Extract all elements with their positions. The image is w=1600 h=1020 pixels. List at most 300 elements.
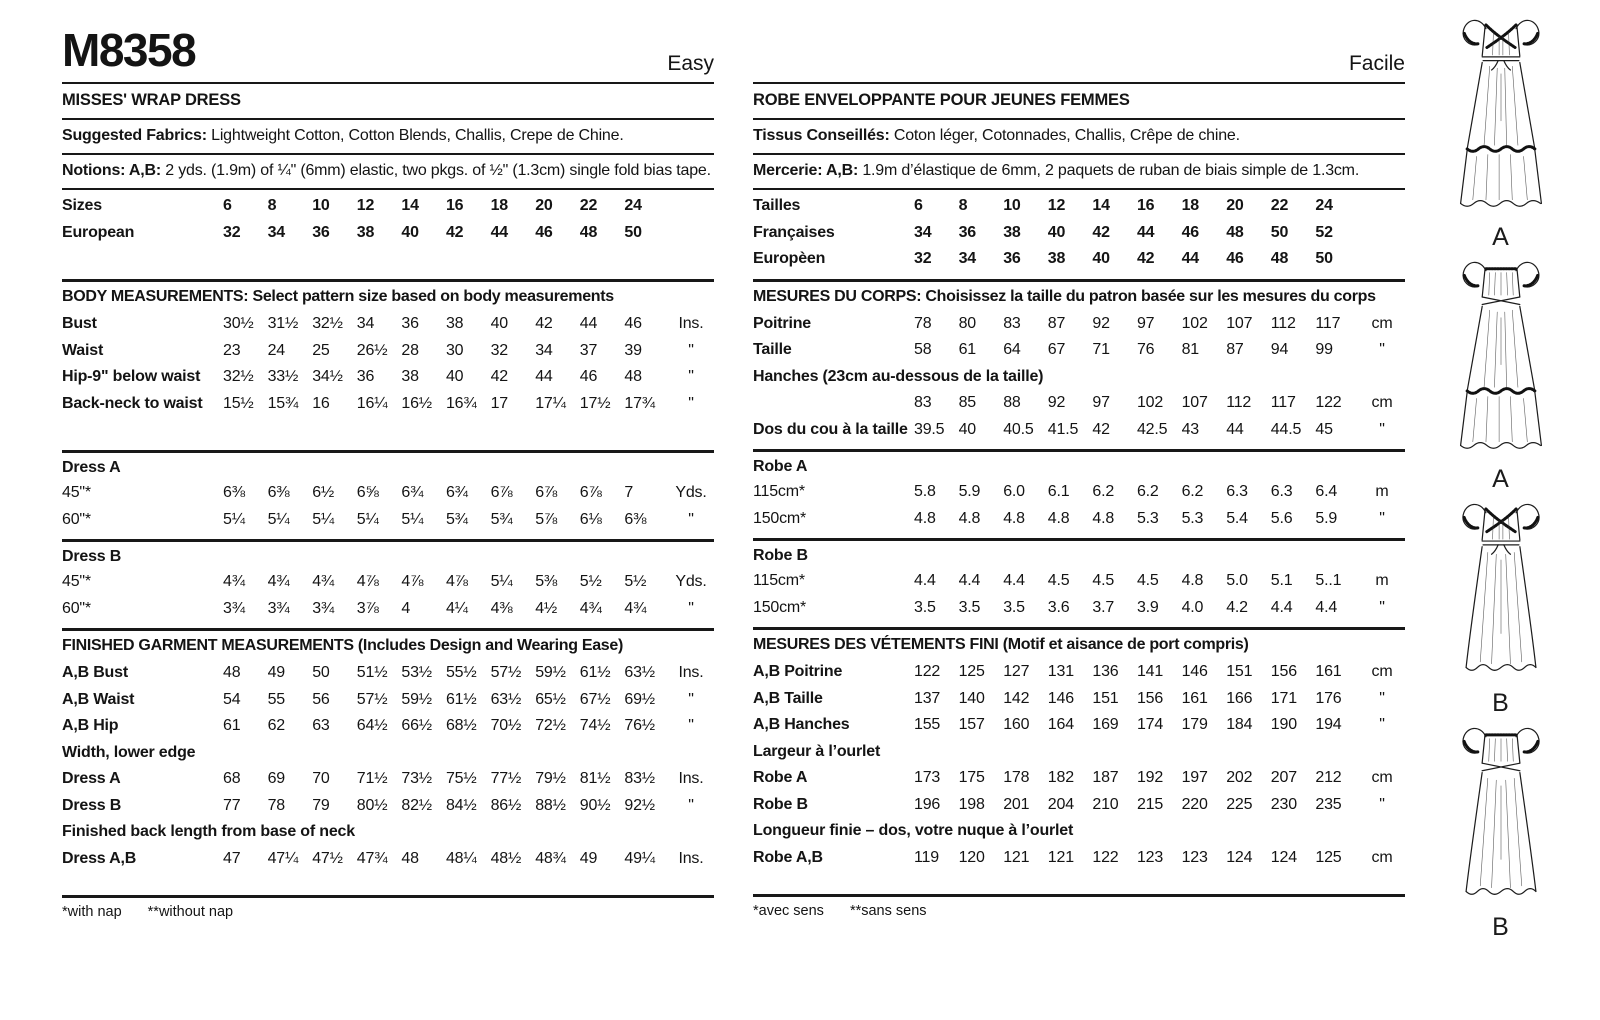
cell-value: 47 — [223, 849, 241, 867]
row-label: 115cm* — [753, 483, 805, 500]
cell-value: 12 — [356, 197, 375, 214]
table-row — [753, 479, 1405, 506]
cell-value: 142 — [1003, 689, 1030, 707]
cell-value: 6.2 — [1092, 483, 1115, 500]
robe-a-metrage-table — [753, 476, 1405, 536]
cell-value: 39 — [624, 341, 642, 359]
unit-label: Ins. — [678, 770, 704, 787]
cell-value: 4.5 — [1136, 572, 1159, 589]
row-label: Robe A — [753, 769, 808, 786]
cell-value: 97 — [1092, 394, 1110, 411]
cell-value: 73½ — [401, 770, 432, 787]
tissus-label: Tissus Conseillés: — [753, 127, 894, 144]
cell-value: 71 — [1092, 341, 1110, 358]
cell-value: 63½ — [490, 690, 522, 708]
cell-value: 4 — [401, 599, 411, 617]
unit-label — [668, 193, 714, 220]
cell-value: 3¾ — [312, 599, 335, 617]
cell-value: 69 — [267, 770, 285, 787]
cell-value: 4.4 — [1003, 572, 1025, 589]
cell-value: 178 — [1003, 769, 1030, 786]
cell-value: 5¼ — [223, 510, 245, 528]
unit-label: m — [1375, 483, 1389, 500]
cell-value: 34 — [535, 341, 553, 359]
cell-value: 5.4 — [1226, 509, 1248, 527]
row-label: Hip-9" below waist — [62, 368, 201, 385]
table-row — [62, 846, 714, 873]
unit-label: " — [688, 368, 694, 385]
table-section-label — [753, 739, 1405, 766]
cell-value: 121 — [1047, 848, 1074, 866]
dress-b-front-drawing — [1430, 492, 1572, 692]
cell-value: 72½ — [535, 717, 566, 734]
table-row — [753, 506, 1405, 533]
cell-value: 122 — [1315, 394, 1342, 411]
cell-value: 173 — [914, 769, 941, 786]
cell-value: 14 — [1092, 197, 1110, 214]
notions-label: Notions: A,B: — [62, 162, 166, 179]
cell-value: 42 — [535, 315, 553, 332]
cell-value: 4.4 — [1315, 598, 1338, 616]
finished-measurements-table-english — [62, 657, 714, 876]
cell-value: 65½ — [535, 690, 566, 708]
cell-value: 55½ — [445, 664, 477, 681]
cell-value: 61½ — [579, 664, 611, 681]
cell-value: 71½ — [356, 770, 388, 787]
cell-value: 67½ — [579, 690, 611, 708]
cell-value: 184 — [1226, 716, 1253, 733]
cell-value: 38 — [401, 368, 419, 385]
cell-value: 80 — [958, 314, 976, 332]
unit-label: " — [688, 394, 694, 412]
cell-value: 42.5 — [1136, 420, 1168, 438]
cell-value: 42 — [445, 223, 464, 241]
table-row — [62, 713, 714, 740]
cell-value: 4.8 — [1047, 509, 1070, 527]
cell-value: 4.4 — [1270, 598, 1293, 616]
cell-value: 63 — [312, 717, 330, 734]
cell-value: 38 — [445, 315, 464, 332]
cell-value: 4⅞ — [401, 573, 424, 590]
cell-value: 44 — [490, 223, 508, 241]
cell-value: 5¾ — [490, 510, 513, 528]
cell-value: 83 — [1003, 314, 1021, 332]
unit-label: cm — [1371, 663, 1393, 680]
cell-value: 5.6 — [1270, 509, 1293, 527]
cell-value: 34½ — [312, 368, 343, 385]
footnote-english — [62, 898, 714, 920]
cell-value: 18 — [490, 197, 508, 214]
cell-value: 6⅛ — [579, 510, 602, 528]
garment-title-english: MISSES' WRAP DRESS — [62, 91, 241, 109]
cell-value: 102 — [1181, 314, 1208, 332]
cell-value: 48 — [1270, 250, 1289, 267]
cell-value: 4.2 — [1226, 598, 1248, 616]
cell-value: 6⅜ — [624, 510, 647, 528]
dress-a-back-drawing — [1430, 250, 1572, 468]
cell-value: 196 — [914, 795, 941, 813]
dress-b-yardage-table — [62, 566, 714, 626]
cell-value: 90½ — [579, 796, 611, 814]
cell-value: 4⅞ — [445, 573, 468, 590]
dress-a-front-drawing — [1430, 8, 1572, 226]
cell-value: 42 — [490, 368, 508, 385]
cell-value: 32 — [490, 341, 508, 359]
table-row — [753, 659, 1405, 686]
cell-value: 204 — [1047, 795, 1074, 813]
row-label: A,B Hip — [62, 717, 119, 734]
spacer — [62, 876, 714, 893]
cell-value: 50 — [312, 664, 330, 681]
dress-a-front-sketch — [1430, 8, 1572, 250]
cell-value: 5¾ — [445, 510, 468, 528]
unit-label: " — [688, 599, 694, 617]
unit-label: " — [688, 341, 694, 359]
cell-value: 6¾ — [401, 484, 424, 501]
cell-value: 5.1 — [1270, 572, 1293, 589]
cell-value: 49¼ — [624, 849, 655, 867]
cell-value: 43 — [1181, 420, 1199, 438]
tissus-text: Coton léger, Cotonnades, Challis, Crêpe de chine. — [893, 127, 1240, 144]
cell-value: 47½ — [312, 849, 343, 867]
cell-value: 81½ — [579, 770, 611, 787]
cell-value: 32 — [223, 223, 241, 241]
spacer — [753, 875, 1405, 892]
cell-value: 4.8 — [958, 509, 981, 527]
cell-value: 235 — [1315, 795, 1342, 813]
cell-value: 20 — [535, 197, 553, 214]
unit-label: Yds. — [675, 484, 707, 501]
unit-label: " — [688, 690, 694, 708]
cell-value: 5⅞ — [535, 510, 558, 528]
dress-a-yardage-table — [62, 477, 714, 537]
cell-value: 192 — [1136, 769, 1164, 786]
table-row — [62, 338, 714, 365]
cell-value: 3.9 — [1136, 598, 1159, 616]
cell-value: 99 — [1315, 341, 1333, 358]
table-row — [62, 660, 714, 687]
cell-value: 6.3 — [1270, 483, 1293, 500]
unit-label: " — [1379, 341, 1385, 358]
cell-value: 56 — [312, 690, 330, 708]
cell-value: 48 — [579, 223, 598, 241]
mercerie-text: 1.9m d’élastique de 6mm, 2 paquets de ruban de biais simple de 1.3cm. — [862, 162, 1360, 179]
cell-value: 6.4 — [1315, 483, 1338, 500]
cell-value: 50 — [1315, 250, 1333, 267]
cell-value: 121 — [1003, 848, 1030, 866]
cell-value: 15½ — [223, 394, 254, 412]
cell-value: 34 — [958, 250, 976, 267]
cell-value: 97 — [1136, 314, 1155, 332]
cell-value: 20 — [1226, 197, 1244, 214]
cell-value: 87 — [1047, 314, 1066, 332]
row-label: 45"* — [62, 573, 91, 590]
cell-value: 92 — [1047, 394, 1066, 411]
cell-value: 36 — [958, 223, 976, 241]
unit-label: cm — [1371, 769, 1393, 786]
cell-value: 4.5 — [1092, 572, 1115, 589]
cell-value: 122 — [1092, 848, 1119, 866]
cell-value: 120 — [958, 848, 985, 866]
cell-value: 22 — [579, 197, 598, 214]
cell-value: 16¼ — [356, 394, 388, 412]
row-label — [753, 390, 913, 417]
cell-value: 28 — [401, 341, 419, 359]
cell-value: 5¼ — [267, 510, 290, 528]
table-section-label — [62, 819, 714, 846]
cell-value: 64 — [1003, 341, 1021, 358]
cell-value: 3¾ — [267, 599, 290, 617]
cell-value: 46 — [579, 368, 598, 385]
cell-value: 5.9 — [958, 483, 981, 500]
figure-label: A — [1492, 223, 1509, 251]
cell-value: 5½ — [624, 573, 647, 590]
cell-value: 4⅜ — [490, 599, 513, 617]
cell-value: 17¾ — [624, 394, 655, 412]
finished-measurements-table-french — [753, 656, 1405, 875]
title-bar-english — [62, 26, 714, 80]
cell-value: 4¾ — [624, 599, 647, 617]
unit-label: " — [1379, 689, 1385, 707]
cell-value: 42 — [1136, 250, 1155, 267]
cell-value: 220 — [1181, 795, 1208, 813]
cell-value: 59½ — [401, 690, 432, 708]
cell-value: 44 — [1136, 223, 1155, 241]
cell-value: 40 — [445, 368, 464, 385]
cell-value: 44 — [535, 368, 553, 385]
notions-line — [62, 155, 714, 186]
body-measurements-table-english — [62, 308, 714, 421]
cell-value: 160 — [1003, 716, 1030, 733]
cell-value: 45 — [1315, 420, 1333, 438]
table-row — [753, 311, 1405, 338]
row-label: 115cm* — [753, 572, 805, 589]
section-label-text: Width, lower edge — [62, 743, 196, 761]
cell-value: 6.2 — [1136, 483, 1159, 500]
cell-value: 94 — [1270, 341, 1289, 358]
table-row — [753, 220, 1405, 247]
cell-value: 40 — [1092, 250, 1110, 267]
row-label: 150cm* — [753, 509, 807, 527]
row-label: A,B Poitrine — [753, 663, 843, 680]
unit-label: " — [1379, 795, 1385, 813]
cell-value: 88 — [1003, 394, 1021, 411]
cell-value: 39.5 — [914, 420, 945, 438]
cell-value: 40 — [401, 223, 419, 241]
cell-value: 5.3 — [1181, 509, 1204, 527]
cell-value: 88½ — [535, 796, 566, 814]
cell-value: 212 — [1315, 769, 1342, 786]
table-row — [62, 793, 714, 820]
cell-value: 44 — [579, 315, 598, 332]
cell-value: 77 — [223, 796, 241, 814]
figure-label: A — [1492, 465, 1509, 493]
row-label: A,B Hanches — [753, 716, 850, 733]
cell-value: 102 — [1136, 394, 1164, 411]
cell-value: 6⅝ — [356, 484, 379, 501]
cell-value: 16½ — [401, 394, 432, 412]
cell-value: 7 — [624, 484, 634, 501]
cell-value: 4⅞ — [356, 573, 379, 590]
difficulty-label-english: Easy — [667, 52, 714, 75]
cell-value: 22 — [1270, 197, 1289, 214]
cell-value: 16 — [1136, 197, 1155, 214]
cell-value: 30½ — [223, 315, 254, 332]
cell-value: 156 — [1270, 663, 1297, 680]
cell-value: 176 — [1315, 689, 1342, 707]
unit-label: Yds. — [675, 573, 707, 590]
cell-value: 76 — [1136, 341, 1155, 358]
cell-value: 5¼ — [356, 510, 379, 528]
cell-value: 141 — [1136, 663, 1164, 680]
row-label: Europèen — [753, 250, 826, 267]
cell-value: 4¾ — [223, 573, 245, 590]
cell-value: 78 — [914, 314, 932, 332]
unit-label: Ins. — [678, 849, 704, 867]
cell-value: 3¾ — [223, 599, 245, 617]
finished-measurements-header-english: FINISHED GARMENT MEASUREMENTS (Includes Design and Wearing Ease) — [62, 637, 624, 654]
cell-value: 37 — [579, 341, 598, 359]
footnote-french — [753, 897, 1405, 919]
cell-value: 14 — [401, 197, 419, 214]
cell-value: 85 — [958, 394, 976, 411]
figure-label: B — [1492, 913, 1509, 941]
cell-value: 42 — [1092, 420, 1110, 438]
cell-value: 80½ — [356, 796, 388, 814]
cell-value: 4.8 — [1003, 509, 1025, 527]
table-row — [62, 480, 714, 507]
english-column — [62, 26, 714, 920]
cell-value: 40 — [958, 420, 976, 438]
cell-value: 6.1 — [1047, 483, 1070, 500]
table-row — [753, 390, 1405, 417]
unit-label: Ins. — [678, 315, 704, 332]
cell-value: 17 — [490, 394, 508, 412]
cell-value: 198 — [958, 795, 985, 813]
cell-value: 4¾ — [267, 573, 290, 590]
cell-value: 53½ — [401, 664, 432, 681]
cell-value: 33½ — [267, 368, 299, 385]
row-label: Poitrine — [753, 314, 811, 332]
cell-value: 67 — [1047, 341, 1066, 358]
cell-value: 69½ — [624, 690, 655, 708]
unit-label: " — [1379, 509, 1385, 527]
row-label: 150cm* — [753, 598, 807, 616]
cell-value: 48 — [624, 368, 642, 385]
cell-value: 127 — [1003, 663, 1030, 680]
cell-value: 12 — [1047, 197, 1066, 214]
section-label-text: Largeur à l’ourlet — [753, 742, 881, 760]
cell-value: 156 — [1136, 689, 1164, 707]
cell-value: 92½ — [624, 796, 655, 814]
row-label: Sizes — [62, 197, 102, 214]
table-row — [753, 417, 1405, 444]
pattern-number: M8358 — [62, 24, 196, 76]
row-label: A,B Taille — [753, 689, 823, 707]
row-label: Waist — [62, 341, 104, 359]
cell-value: 36 — [401, 315, 419, 332]
cell-value: 54 — [223, 690, 241, 708]
cell-value: 119 — [914, 848, 939, 866]
cell-value: 3.6 — [1047, 598, 1070, 616]
cell-value: 187 — [1092, 769, 1119, 786]
cell-value: 38 — [356, 223, 375, 241]
cell-value: 41.5 — [1047, 420, 1079, 438]
cell-value: 6⅞ — [535, 484, 558, 501]
cell-value: 161 — [1181, 689, 1208, 707]
cell-value: 16 — [445, 197, 464, 214]
row-label: Dos du cou à la taille — [753, 420, 908, 438]
row-label: 45"* — [62, 484, 91, 501]
table-row — [62, 364, 714, 391]
cell-value: 4.0 — [1181, 598, 1204, 616]
cell-value: 164 — [1047, 716, 1074, 733]
cell-value: 38 — [1047, 250, 1066, 267]
table-row — [753, 712, 1405, 739]
cell-value: 58 — [914, 341, 932, 358]
table-row — [62, 507, 714, 534]
cell-value: 79 — [312, 796, 330, 814]
cell-value: 122 — [914, 663, 941, 680]
cell-value: 4.8 — [1092, 509, 1115, 527]
cell-value: 64½ — [356, 717, 388, 734]
unit-label: " — [688, 796, 694, 814]
table-row — [753, 845, 1405, 872]
dress-a-header-english: Dress A — [62, 459, 121, 476]
unit-label: Ins. — [678, 664, 704, 681]
dress-b-header-english: Dress B — [62, 548, 122, 565]
cell-value: 36 — [356, 368, 375, 385]
cell-value: 207 — [1270, 769, 1297, 786]
row-label: Bust — [62, 315, 97, 332]
cell-value: 136 — [1092, 663, 1119, 680]
cell-value: 182 — [1047, 769, 1074, 786]
cell-value: 61½ — [445, 690, 477, 708]
cell-value: 46 — [1181, 223, 1199, 241]
unit-label — [1359, 246, 1405, 273]
figure-label: B — [1492, 689, 1509, 717]
unit-label: cm — [1371, 314, 1393, 332]
row-label: European — [62, 223, 135, 241]
cell-value: 6¾ — [445, 484, 468, 501]
cell-value: 44 — [1226, 420, 1244, 438]
row-label: Dress B — [62, 796, 122, 814]
cell-value: 24 — [624, 197, 642, 214]
cell-value: 44 — [1181, 250, 1199, 267]
spacer — [62, 421, 714, 448]
cell-value: 83 — [914, 394, 932, 411]
cell-value: 4¾ — [312, 573, 335, 590]
row-label: Dress A — [62, 770, 121, 787]
cell-value: 83½ — [624, 770, 655, 787]
unit-label: " — [1379, 420, 1385, 438]
cell-value: 49 — [579, 849, 598, 867]
cell-value: 5¼ — [401, 510, 424, 528]
cell-value: 151 — [1226, 663, 1253, 680]
unit-label: cm — [1371, 848, 1393, 866]
cell-value: 166 — [1226, 689, 1253, 707]
cell-value: 161 — [1315, 663, 1342, 680]
cell-value: 49 — [267, 664, 285, 681]
unit-label: " — [688, 717, 694, 734]
table-section-label — [753, 364, 1405, 391]
row-label: 60"* — [62, 599, 91, 617]
robe-b-metrage-table — [753, 565, 1405, 625]
cell-value: 48 — [223, 664, 241, 681]
table-row — [753, 595, 1405, 622]
cell-value: 137 — [914, 689, 941, 707]
footnote-sans-sens: **sans sens — [849, 903, 927, 919]
